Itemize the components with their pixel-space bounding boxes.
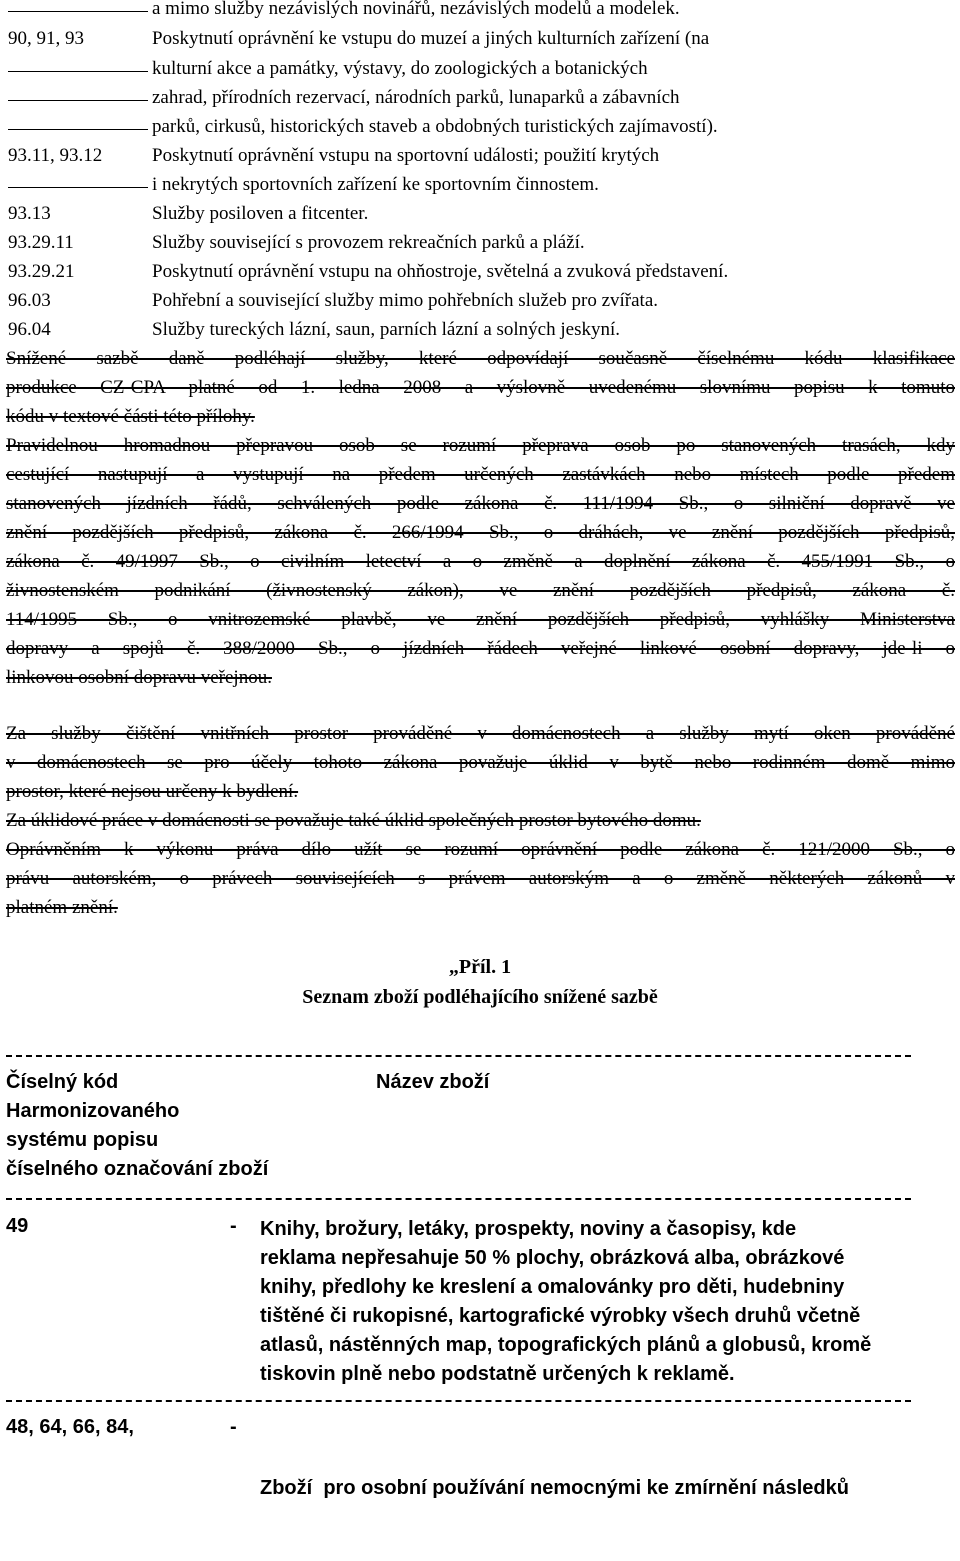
desc-cell: Pohřební a související služby mimo pohřebních služeb pro zvířata. xyxy=(152,290,659,311)
dashed-divider xyxy=(6,1198,911,1200)
desc-cell: Poskytnutí oprávnění vstupu na sportovní události; použití krytých xyxy=(152,145,660,166)
desc-cell: zahrad, přírodních rezervací, národních parků, lunaparků a zábavních xyxy=(152,87,680,108)
code-cell: 96.04 xyxy=(8,319,51,340)
desc-cell: Služby související s provozem rekreačních parků a pláží. xyxy=(152,232,585,253)
paragraph-line: Pravidelnou hromadnou přepravou osob se rozumí přeprava osob po stanovených trasách, kdy xyxy=(6,435,955,456)
desc-cell: parků, cirkusů, historických staveb a obdobných turistických zajímavostí). xyxy=(152,116,718,137)
desc-cell: a mimo služby nezávislých novinářů, nezávislých modelů a modelek. xyxy=(152,0,680,19)
item-code: 48, 64, 66, 84, xyxy=(6,1416,134,1438)
desc-cell: Poskytnutí oprávnění vstupu na ohňostroje, světelná a zvuková představení. xyxy=(152,261,729,282)
annex-subtitle: Seznam zboží podléhajícího snížené sazbě xyxy=(302,986,658,1008)
paragraph-line: Snížené sazbě daně podléhají služby, které odpovídají současně číselnému kódu klasifikace xyxy=(6,348,955,369)
paragraph-line: platném znění. xyxy=(6,897,118,918)
code-cell: 90, 91, 93 xyxy=(8,28,84,49)
dashed-divider xyxy=(6,1055,911,1057)
paragraph-copyright xyxy=(6,835,955,922)
code-cell: 93.13 xyxy=(8,203,51,224)
item-line: tištěné či rukopisné, kartografické výrobky všech druhů včetně xyxy=(260,1305,861,1327)
paragraph-line: živnostenském podnikání (živnostenský zákon), ve znění pozdějších předpisů, zákona č. xyxy=(6,580,955,601)
paragraph-line: prostor, které nejsou určeny k bydlení. xyxy=(6,781,299,802)
paragraph-line: právu autorském, o právech souvisejících s právem autorským a o změně některých zákonů v xyxy=(6,868,955,889)
annex-title: „Příl. 1 xyxy=(448,956,512,978)
item-code: 49 xyxy=(6,1215,29,1237)
paragraph-line: 114/1995 Sb., o vnitrozemské plavbě, ve znění pozdějších předpisů, vyhlášky Ministerstva xyxy=(6,609,955,630)
desc-cell: kulturní akce a památky, výstavy, do zoologických a botanických xyxy=(152,58,648,79)
item-line: tiskovin plně nebo podstatně určených k reklamě. xyxy=(260,1363,735,1385)
column-header-code xyxy=(6,1068,268,1184)
code-cell: 96.03 xyxy=(8,290,51,311)
code-cell: 93.11, 93.12 xyxy=(8,145,103,166)
column-header-line: číselného označování zboží xyxy=(6,1158,269,1180)
paragraph-line: zákona č. 49/1997 Sb., o civilním letectví a o změně a doplnění zákona č. 455/1991 Sb., o xyxy=(6,551,955,572)
code-cell xyxy=(8,173,148,188)
item-line: reklama nepřesahuje 50 % plochy, obrázková alba, obrázkové xyxy=(260,1247,845,1269)
column-header-line: Harmonizovaného xyxy=(6,1100,180,1122)
paragraph-line: stanovených jízdních řádů, schválených podle zákona č. 111/1994 Sb., o silniční dopravě ve xyxy=(6,493,955,514)
paragraph-line: dopravy a spojů č. 388/2000 Sb., o jízdních řádech veřejné linkové osobní dopravy, jde-li o xyxy=(6,638,955,659)
code-cell: 93.29.11 xyxy=(8,232,74,253)
item-separator: - xyxy=(230,1215,237,1237)
paragraph-line: Za úklidové práce v domácnosti se považuje také úklid společných prostor bytového domu. xyxy=(6,810,701,831)
paragraph-reduced-rate xyxy=(6,344,955,431)
column-header-name: Název zboží xyxy=(376,1071,490,1093)
paragraph-cleaning-services xyxy=(6,719,955,806)
item-description xyxy=(260,1215,960,1389)
desc-cell: Služby posiloven a fitcenter. xyxy=(152,203,369,224)
code-cell xyxy=(8,57,148,72)
paragraph-line: kódu v textové části této přílohy. xyxy=(6,406,255,427)
item-line: Zboží pro osobní používání nemocnými ke zmírnění následků xyxy=(260,1477,849,1499)
item-line: Knihy, brožury, letáky, prospekty, noviny a časopisy, kde xyxy=(260,1218,797,1240)
code-cell: 93.29.21 xyxy=(8,261,75,282)
paragraph-line: cestující nastupují a vystupují na předem určených zastávkách nebo místech podle předem xyxy=(6,464,955,485)
dashed-divider xyxy=(6,1400,911,1402)
paragraph-line: v domácnostech se pro účely tohoto zákona považuje úklid v bytě nebo rodinném domě mimo xyxy=(6,752,955,773)
desc-cell: i nekrytých sportovních zařízení ke sportovním činnostem. xyxy=(152,174,599,195)
paragraph-line: linkovou osobní dopravu veřejnou. xyxy=(6,667,272,688)
code-cell xyxy=(8,115,148,130)
paragraph-household-cleaning xyxy=(6,806,955,835)
paragraph-line: znění pozdějších předpisů, zákona č. 266/1994 Sb., o dráhách, ve znění pozdějších předpisů, xyxy=(6,522,955,543)
column-header-line: Číselný kód xyxy=(6,1071,119,1093)
code-cell xyxy=(8,86,148,101)
item-line: knihy, předlohy ke kreslení a omalovánky pro děti, hudebniny xyxy=(260,1276,845,1298)
column-header-line: systému popisu xyxy=(6,1129,159,1151)
desc-cell: Poskytnutí oprávnění ke vstupu do muzeí a jiných kulturních zařízení (na xyxy=(152,28,710,49)
paragraph-line: Oprávněním k výkonu práva dílo užít se rozumí oprávnění podle zákona č. 121/2000 Sb., o xyxy=(6,839,955,860)
item-separator: - xyxy=(230,1416,237,1438)
paragraph-line: produkce CZ-CPA platné od 1. ledna 2008 a výslovně uvedenému slovnímu popisu k tomuto xyxy=(6,377,955,398)
desc-cell: Služby tureckých lázní, saun, parních lázní a solných jeskyní. xyxy=(152,319,621,340)
code-cell xyxy=(8,0,148,12)
item-line: atlasů, nástěnných map, topografických plánů a globusů, kromě xyxy=(260,1334,872,1356)
item-description xyxy=(260,1416,960,1561)
paragraph-public-transport xyxy=(6,431,955,692)
paragraph-line: Za služby čištění vnitřních prostor prováděné v domácnostech a služby mytí oken prováděné xyxy=(6,723,955,744)
